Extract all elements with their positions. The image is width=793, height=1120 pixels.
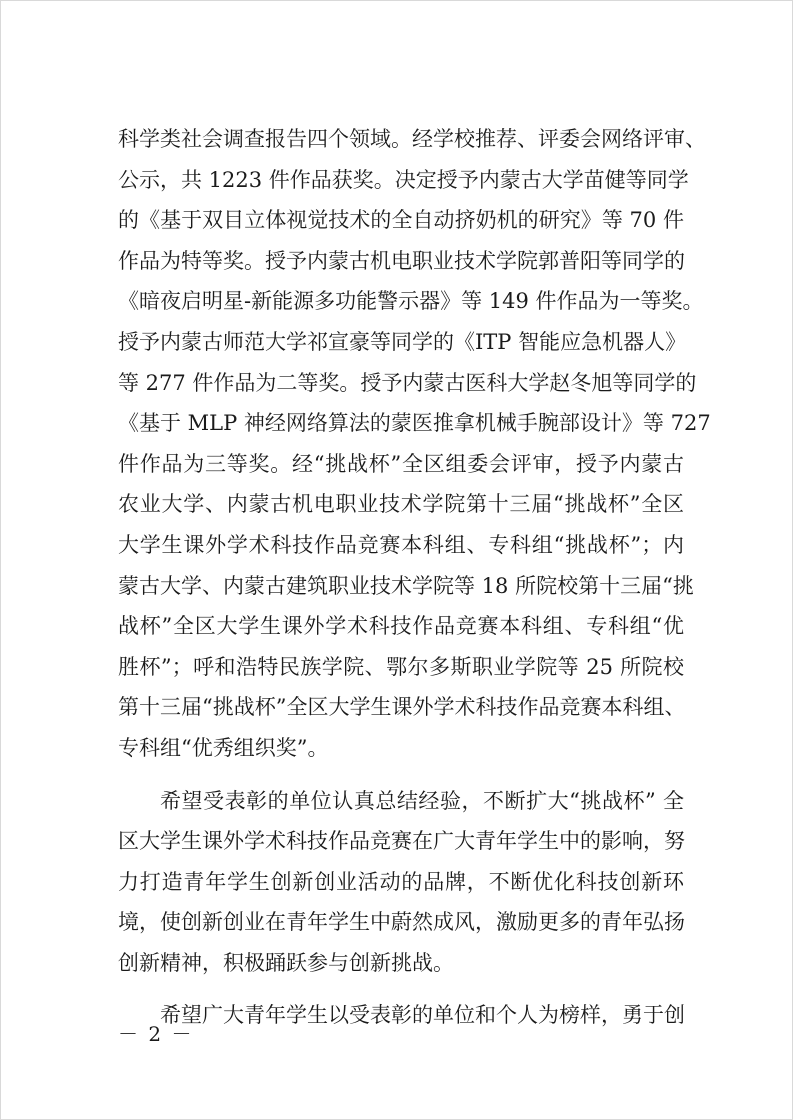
paragraph-spacer xyxy=(118,769,684,781)
text-line: 区大学生课外学术科技作品竞赛在广大青年学生中的影响，努 xyxy=(118,829,685,854)
text-line: 作品为特等奖。授予内蒙古机电职业技术学院郭普阳等同学的 xyxy=(118,248,685,273)
text-line: 战杯”全区大学生课外学术科技作品竞赛本科组、专科组“优 xyxy=(118,614,684,639)
text-line: 力打造青年学生创新创业活动的品牌，不断优化科技创新环 xyxy=(118,869,684,894)
text-line: 件作品为三等奖。经“挑战杯”全区组委会评审，授予内蒙古 xyxy=(118,451,684,476)
page-number: － 2 － xyxy=(118,1022,194,1046)
text-line: 境，使创新创业在青年学生中蔚然成风，激励更多的青年弘扬 xyxy=(118,910,685,935)
text-line: 希望广大青年学生以受表彰的单位和个人为榜样，勇于创 xyxy=(160,1003,685,1028)
text-line: 第十三届“挑战杯”全区大学生课外学术科技作品竞赛本科组、 xyxy=(118,695,686,720)
paragraph-hope-units xyxy=(118,781,684,984)
paragraph-spacer xyxy=(118,983,684,995)
text-line: 科学类社会调查报告四个领域。经学校推荐、评委会网络评审、 xyxy=(118,127,706,151)
text-line: 希望受表彰的单位认真总结经验，不断扩大“挑战杯” 全 xyxy=(160,788,684,813)
text-line: 《暗夜启明星-新能源多功能警示器》等 149 件作品为一等奖。 xyxy=(118,289,704,314)
text-line: 的《基于双目立体视觉技术的全自动挤奶机的研究》等 70 件 xyxy=(118,208,684,233)
text-line: 大学生课外学术科技作品竞赛本科组、专科组“挑战杯”；内 xyxy=(118,532,684,557)
text-line: 公示，共 1223 件作品获奖。决定授予内蒙古大学苗健等同学 xyxy=(118,167,689,192)
text-line: 专科组“优秀组织奖”。 xyxy=(118,735,329,760)
text-line: 《基于 MLP 神经网络算法的蒙医推拿机械手腕部设计》等 727 xyxy=(118,411,711,436)
paragraph-awards xyxy=(118,119,711,769)
text-line: 农业大学、内蒙古机电职业技术学院第十三届“挑战杯”全区 xyxy=(118,492,684,517)
text-line: 授予内蒙古师范大学祁宣豪等同学的《ITP 智能应急机器人》 xyxy=(118,329,687,354)
text-line: 创新精神，积极踊跃参与创新挑战。 xyxy=(118,950,454,975)
text-line: 胜杯”；呼和浩特民族学院、鄂尔多斯职业学院等 25 所院校 xyxy=(118,654,684,679)
text-line: 蒙古大学、内蒙古建筑职业技术学院等 18 所院校第十三届“挑 xyxy=(118,573,694,598)
text-line: 等 277 件作品为二等奖。授予内蒙古医科大学赵冬旭等同学的 xyxy=(118,370,697,395)
paragraph-hope-students xyxy=(118,995,684,1036)
document-body xyxy=(118,119,711,1036)
